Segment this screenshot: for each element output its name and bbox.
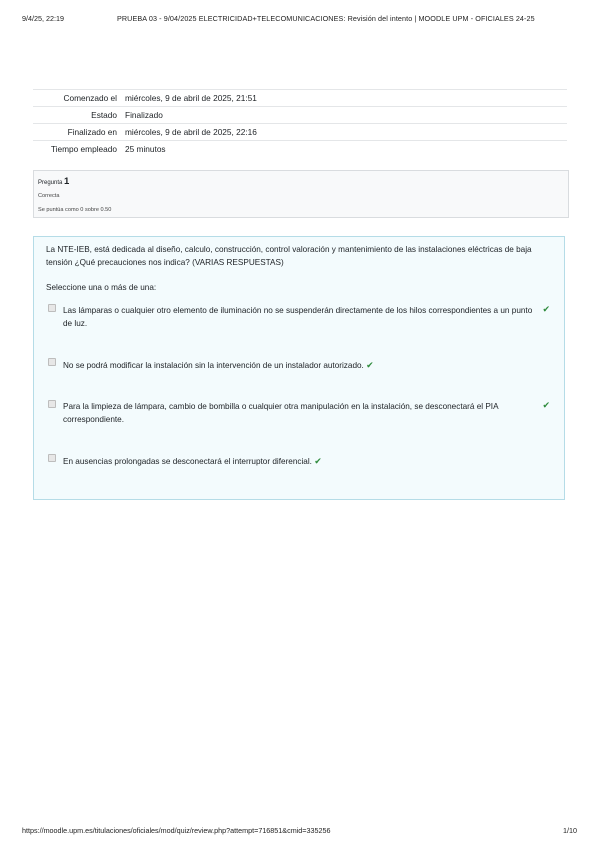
summary-value: miércoles, 9 de abril de 2025, 21:51 [125, 90, 567, 107]
print-page-title: PRUEBA 03 - 9/04/2025 ELECTRICIDAD+TELECOMUNICACIONES: Revisión del intento | MOODLE UPM - OFICIALES 24-25 [117, 14, 535, 23]
summary-label: Comenzado el [33, 90, 125, 107]
answer-checkbox[interactable] [48, 454, 56, 462]
answer-option [48, 303, 550, 333]
answer-checkbox[interactable] [48, 400, 56, 408]
print-date: 9/4/25, 22:19 [22, 14, 64, 23]
question-number-value: 1 [64, 176, 70, 187]
summary-row [33, 141, 567, 158]
correct-check-icon: ✔ [314, 456, 322, 466]
question-grade: Se puntúa como 0 sobre 0.50 [38, 207, 112, 213]
page-number: 1/10 [563, 826, 577, 835]
summary-label: Finalizado en [33, 124, 125, 141]
answer-text: Las lámparas o cualquier otro elemento de iluminación no se suspenderán directamente de los hilos correspondientes a un punto de luz. [63, 306, 533, 328]
answer-checkbox[interactable] [48, 304, 56, 312]
summary-row [33, 90, 567, 107]
answer-option [48, 357, 550, 373]
answer-checkbox[interactable] [48, 358, 56, 366]
question-number [38, 176, 69, 187]
summary-value: 25 minutos [125, 141, 567, 158]
answer-line [63, 359, 538, 373]
question-text: La NTE-IEB, está dedicada al diseño, calculo, construcción, control valoración y mantenimiento de las instalaciones eléctricas de baja tensión ¿Qué precauciones nos indica? (VARIAS RESPUESTAS) [46, 245, 532, 267]
answer-text: Para la limpieza de lámpara, cambio de bombilla o cualquier otra manipulación en la instalación, se desconectará el PIA correspondiente. [63, 402, 499, 424]
summary-label: Estado [33, 107, 125, 124]
summary-row [33, 107, 567, 124]
answer-text: No se podrá modificar la instalación sin la intervención de un instalador autorizado. [63, 361, 364, 370]
question-content [33, 236, 565, 500]
answer-option [48, 399, 550, 429]
summary-row [33, 124, 567, 141]
correct-check-icon: ✔ [366, 360, 374, 370]
question-label: Pregunta [38, 180, 63, 186]
page-url[interactable]: https://moodle.upm.es/titulaciones/oficiales/mod/quiz/review.php?attempt=716851&cmid=335256 [22, 826, 331, 835]
answer-line [63, 455, 538, 469]
answer-text: En ausencias prolongadas se desconectará el interruptor diferencial. [63, 457, 312, 466]
correct-check-icon: ✔ [542, 304, 550, 314]
correct-check-icon: ✔ [542, 400, 550, 410]
summary-label: Tiempo empleado [33, 141, 125, 158]
question-info-panel [33, 170, 569, 218]
answer-option [48, 453, 550, 469]
summary-value: Finalizado [125, 107, 567, 124]
attempt-summary-table [33, 89, 567, 157]
answer-prompt: Seleccione una o más de una: [46, 283, 157, 292]
summary-value: miércoles, 9 de abril de 2025, 22:16 [125, 124, 567, 141]
question-state: Correcta [38, 193, 60, 199]
